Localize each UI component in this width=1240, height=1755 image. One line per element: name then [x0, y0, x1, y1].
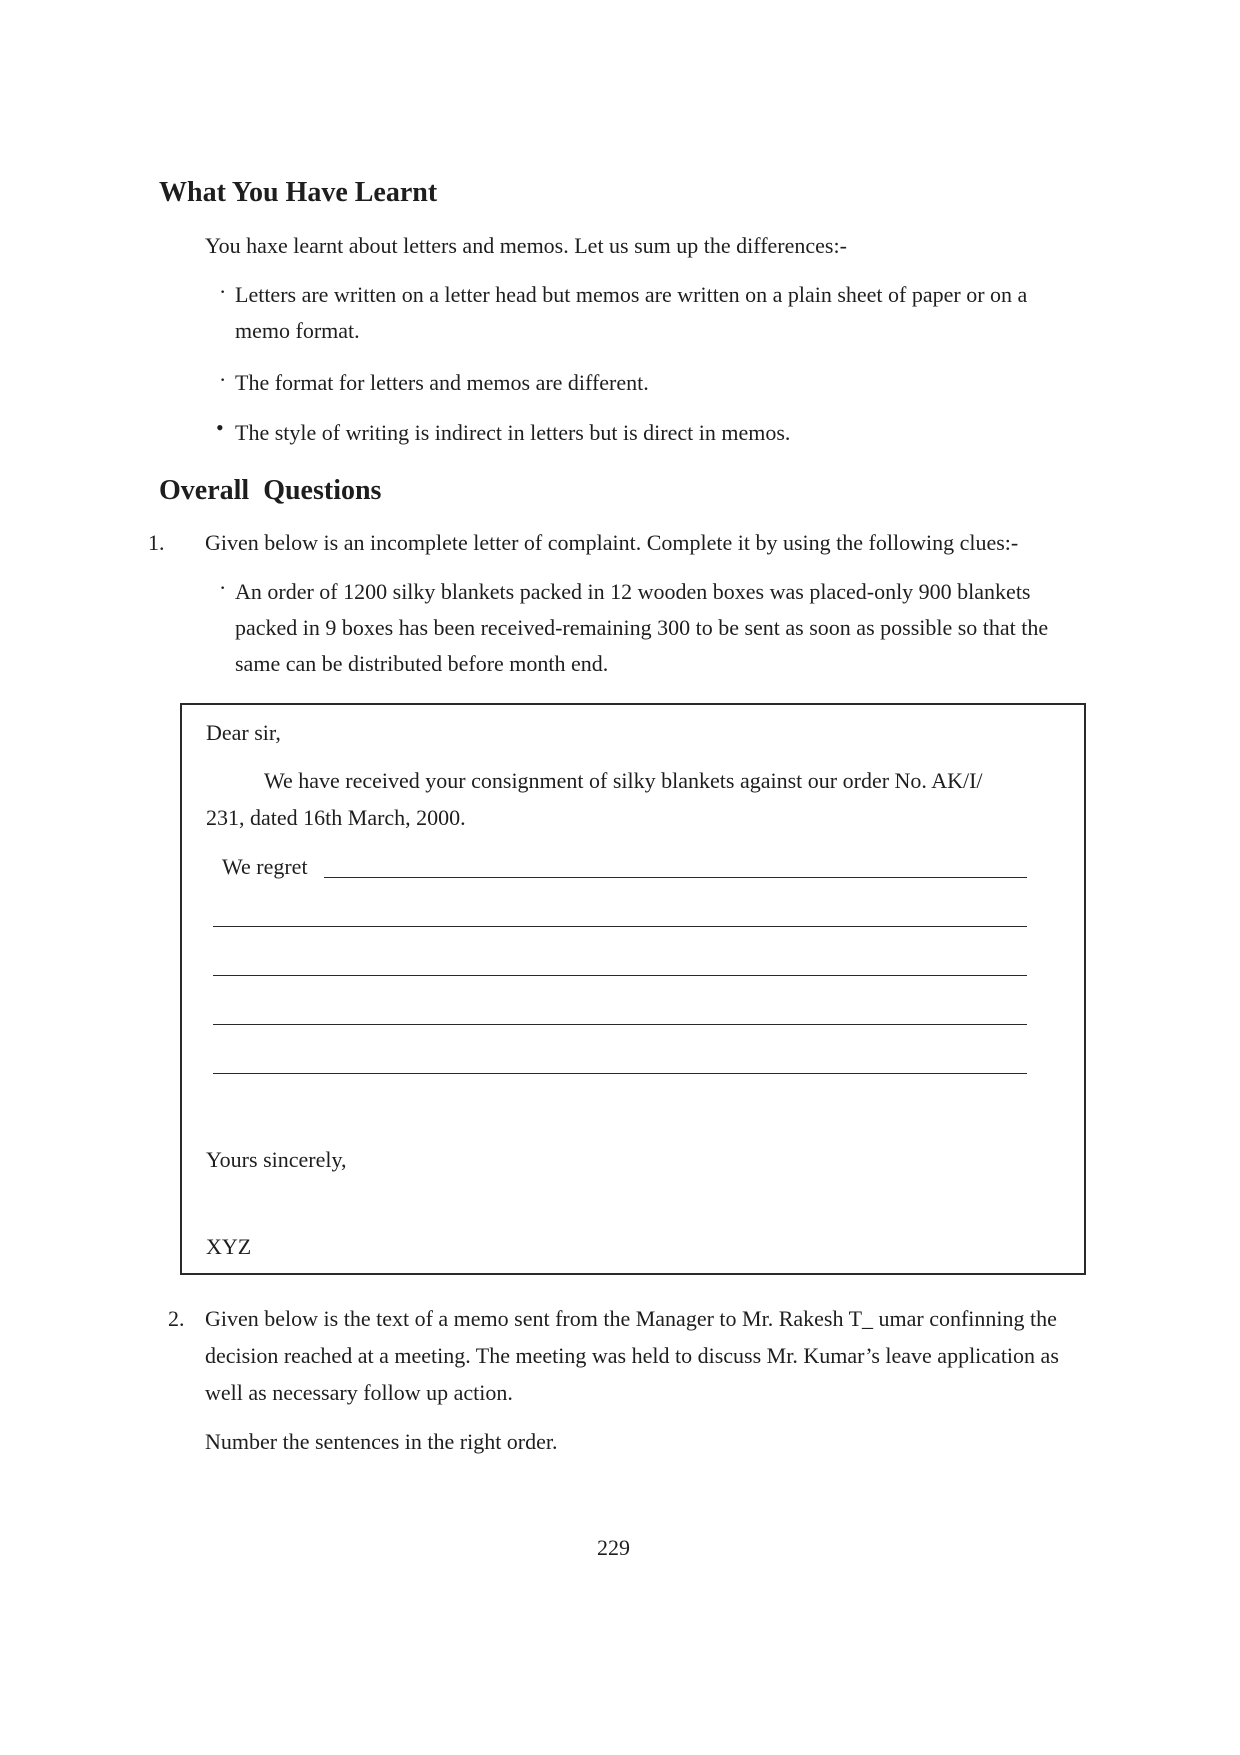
letter-signature: XYZ [206, 1234, 252, 1259]
summary-intro: You haxe learnt about letters and memos. Let us sum up the differences:- [205, 233, 847, 258]
clue-text-line: packed in 9 boxes has been received-remaining 300 to be sent as soon as possible so that the [235, 615, 1049, 640]
question-text-line: Given below is the text of a memo sent from the Manager to Mr. Rakesh T_ umar confinning the [205, 1306, 1057, 1331]
letter-regret-label: We regret [222, 854, 308, 879]
question-text-line: well as necessary follow up action. [205, 1380, 513, 1405]
question-number: 1. [148, 530, 165, 555]
bullet-text-line: The style of writing is indirect in letters but is direct in memos. [235, 420, 791, 445]
page-number: 229 [597, 1535, 630, 1560]
clue-text-line: An order of 1200 silky blankets packed in 12 wooden boxes was placed-only 900 blankets [235, 579, 1031, 604]
bullet-dot-icon: · [219, 279, 227, 304]
bullet-text-line: memo format. [235, 318, 360, 343]
letter-body-line: We have received your consignment of silky blankets against our order No. AK/I/ [264, 768, 983, 793]
bullet-text-line: Letters are written on a letter head but memos are written on a plain sheet of paper or on a [235, 282, 1028, 307]
letter-salutation: Dear sir, [206, 720, 281, 745]
answer-blank-line[interactable] [213, 1073, 1027, 1074]
question-text-line: decision reached at a meeting. The meeting was held to discuss Mr. Kumar’s leave application as [205, 1343, 1059, 1368]
clue-text-line: same can be distributed before month end. [235, 651, 609, 676]
section-heading-overall-questions: Overall Questions [159, 475, 382, 506]
question-text: Given below is an incomplete letter of complaint. Complete it by using the following clues:- [205, 530, 1019, 555]
answer-blank-line[interactable] [213, 926, 1027, 927]
answer-blank-line[interactable] [213, 975, 1027, 976]
letter-closing: Yours sincerely, [206, 1147, 347, 1172]
section-heading-what-you-have-learnt: What You Have Learnt [159, 177, 438, 208]
answer-blank-line[interactable] [213, 1024, 1027, 1025]
letter-body-line: 231, dated 16th March, 2000. [206, 805, 466, 830]
bullet-dot-icon: • [216, 415, 224, 440]
answer-blank-line[interactable] [324, 877, 1027, 878]
question-instruction: Number the sentences in the right order. [205, 1429, 558, 1454]
bullet-dot-icon: · [219, 367, 227, 392]
bullet-text-line: The format for letters and memos are different. [235, 370, 649, 395]
bullet-dot-icon: · [219, 575, 227, 600]
question-number: 2. [168, 1306, 185, 1331]
